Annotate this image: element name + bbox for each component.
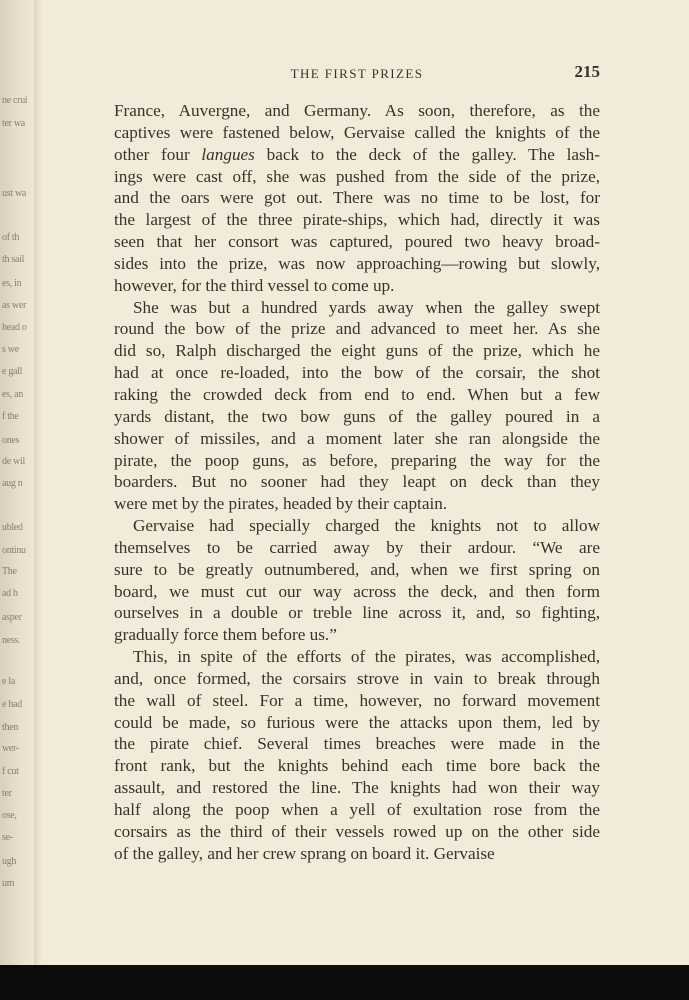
text-line: half along the poop when a yell of exultation rose from the bbox=[114, 800, 600, 819]
gutter-text-fragment: ter wa bbox=[2, 118, 25, 129]
gutter-text-fragment: ugh bbox=[2, 856, 17, 867]
text-line: She was but a hundred yards away when the galley swept bbox=[133, 297, 600, 317]
gutter-text-fragment: ne crui bbox=[2, 95, 28, 106]
text-line: shower of missiles, and a moment later she ran alongside the bbox=[114, 428, 600, 448]
gutter-text-fragment: aug n bbox=[2, 478, 23, 489]
gutter-text-fragment: ones bbox=[2, 435, 20, 446]
gutter-text-fragment: e had bbox=[2, 699, 22, 710]
gutter-text-fragment: se- bbox=[2, 832, 13, 843]
text-segment: back to the deck of the galley. The lash- bbox=[254, 144, 600, 164]
text-line: gradually force them before us.” bbox=[114, 625, 337, 645]
gutter-text-fragment: th sail bbox=[2, 254, 25, 265]
gutter-text-fragment: wer- bbox=[2, 743, 19, 754]
gutter-text-fragment: es, in bbox=[2, 278, 22, 289]
text-line: the wall of steel. For a time, however, no forward movement bbox=[114, 690, 600, 710]
gutter-text-fragment: ter bbox=[2, 788, 12, 799]
text-line: had at once re-loaded, into the bow of the corsair, the shot bbox=[114, 363, 600, 383]
text-line: front rank, but the knights behind each time bore back the bbox=[114, 756, 600, 776]
text-line: themselves to be carried away by their ardour. “We are bbox=[114, 537, 600, 557]
gutter-text-fragment: s we bbox=[2, 344, 19, 355]
gutter-text-fragment: um bbox=[2, 878, 15, 889]
text-line: ings were cast off, she was pushed from the side of the prize, bbox=[114, 166, 600, 186]
text-line: yards distant, the two bow guns of the galley poured in a bbox=[114, 406, 600, 426]
gutter-text-fragment: then bbox=[2, 722, 19, 733]
text-segment: other four bbox=[114, 144, 202, 164]
running-title: THE FIRST PRIZES bbox=[290, 66, 424, 81]
text-line: and, once formed, the corsairs strove in vain to break through bbox=[114, 668, 600, 688]
italic-term: langues bbox=[201, 144, 255, 164]
text-line: corsairs as the third of their vessels rowed up on the other side bbox=[114, 821, 600, 841]
gutter-text-fragment: ust wa bbox=[2, 188, 27, 199]
text-line: This, in spite of the efforts of the pirates, was accomplished, bbox=[133, 647, 600, 667]
page-header bbox=[114, 64, 600, 84]
gutter-text-fragment: f cut bbox=[2, 766, 19, 777]
gutter-text-fragment: f the bbox=[2, 411, 19, 422]
text-line: the pirate chief. Several times breaches were made in the bbox=[114, 734, 600, 754]
text-line: were met by the pirates, headed by their captain. bbox=[114, 494, 448, 514]
text-line: sure to be greatly outnumbered, and, when we first spring on bbox=[114, 559, 600, 579]
text-line: board, we must cut our way across the deck, and then form bbox=[114, 581, 600, 601]
gutter-text-fragment: ad h bbox=[2, 588, 18, 599]
gutter-text-fragment: de wil bbox=[2, 456, 25, 467]
gutter-text-fragment: as wer bbox=[2, 300, 27, 311]
gutter-text-fragment: ubled bbox=[2, 522, 23, 533]
text-line: Gervaise had specially charged the knights not to allow bbox=[133, 516, 600, 536]
text-line: pirate, the poop guns, as before, preparing the way for the bbox=[114, 450, 600, 470]
text-line: of the galley, and her crew sprang on board it. Gervaise bbox=[114, 843, 495, 863]
gutter-text-fragment: ose, bbox=[2, 810, 17, 821]
text-line: ourselves in a double or treble line across it, and, so fighting, bbox=[114, 603, 600, 623]
text-line: and the oars were got out. There was no time to be lost, for bbox=[114, 188, 600, 208]
text-line: captives were fastened below, Gervaise called the knights of the bbox=[114, 122, 600, 142]
scan-bottom-edge bbox=[0, 965, 689, 1000]
text-line: did so, Ralph discharged the eight guns of the prize, which he bbox=[114, 341, 600, 361]
body-text bbox=[114, 100, 600, 865]
text-line: boarders. But no sooner had they leapt on deck than they bbox=[114, 472, 600, 492]
gutter-text-fragment: es, an bbox=[2, 389, 23, 400]
gutter-text-fragment: ontinu bbox=[2, 545, 26, 556]
gutter-text-fragment: of th bbox=[2, 232, 20, 243]
text-line: assault, and restored the line. The knights had won their way bbox=[114, 778, 600, 798]
gutter-text-fragment: ness. bbox=[2, 635, 21, 646]
gutter-text-fragment: The bbox=[2, 566, 17, 577]
text-line: seen that her consort was captured, poured two heavy broad- bbox=[114, 232, 600, 252]
page-number: 215 bbox=[574, 62, 600, 81]
gutter-text-fragment: e la bbox=[2, 676, 15, 687]
text-line: France, Auvergne, and Germany. As soon, therefore, as the bbox=[114, 101, 600, 120]
text-line: however, for the third vessel to come up. bbox=[114, 275, 395, 295]
text-line: could be made, so furious were the attacks upon them, led by bbox=[114, 712, 600, 732]
gutter-text-fragment: e gall bbox=[2, 366, 23, 377]
binding-shadow bbox=[34, 0, 42, 965]
gutter-text-fragment: asper bbox=[2, 612, 22, 623]
text-line bbox=[114, 144, 600, 166]
text-line: round the bow of the prize and advanced to meet her. As she bbox=[114, 319, 600, 339]
text-line: sides into the prize, was now approaching—rowing but slowly, bbox=[114, 253, 600, 273]
text-line: the largest of the three pirate-ships, which had, directly it was bbox=[114, 210, 600, 230]
adjacent-page-edge bbox=[0, 0, 34, 965]
gutter-text-fragment: head o bbox=[2, 322, 27, 333]
text-line: raking the crowded deck from end to end. When but a few bbox=[114, 384, 600, 404]
